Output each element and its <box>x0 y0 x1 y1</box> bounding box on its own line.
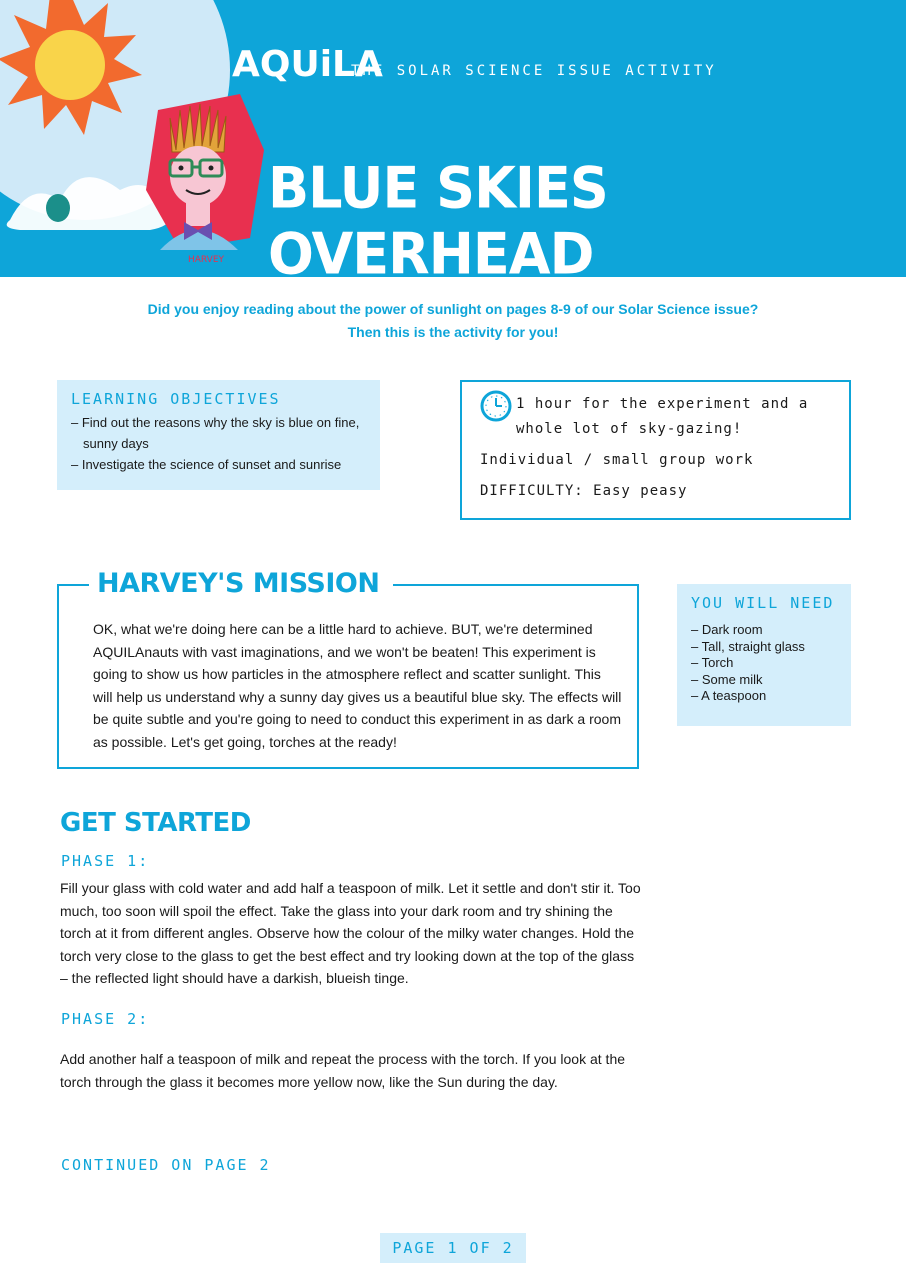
continued-note: CONTINUED ON PAGE 2 <box>61 1156 271 1174</box>
intro-text <box>0 298 906 344</box>
objectives-title: LEARNING OBJECTIVES <box>71 390 281 408</box>
phase-2-text: Add another half a teaspoon of milk and repeat the process with the torch. If you look at the torch through the glass it becomes more yellow now, like the Sun during the day. <box>60 1051 626 1090</box>
page-title: BLUE SKIES OVERHEAD <box>268 154 608 277</box>
duration-text: 1 hour for the experiment and a whole lot of sky-gazing! <box>516 396 809 437</box>
list-item: – Find out the reasons why the sky is blue on fine, sunny days <box>71 415 360 451</box>
need-list <box>691 622 837 705</box>
harvey-portrait <box>140 90 270 270</box>
group-text: Individual / small group work <box>480 452 754 468</box>
list-item: – Investigate the science of sunset and sunrise <box>71 457 342 472</box>
page-number: PAGE 1 OF 2 <box>380 1233 526 1263</box>
header-banner <box>0 0 906 277</box>
you-will-need-panel <box>677 584 851 726</box>
phase-2-label: PHASE 2: <box>61 1010 150 1028</box>
timing-panel <box>460 380 851 520</box>
mission-title: HARVEY'S MISSION <box>89 568 393 599</box>
objectives-list <box>71 412 366 475</box>
get-started-heading: GET STARTED <box>60 808 251 838</box>
duration-row <box>480 392 831 442</box>
difficulty-text: DIFFICULTY: Easy peasy <box>480 483 688 499</box>
portrait-caption: HARVEY <box>188 255 225 265</box>
clock-icon <box>480 390 512 422</box>
need-title: YOU WILL NEED <box>691 594 835 612</box>
intro-line-2: Then this is the activity for you! <box>347 324 559 340</box>
issue-line: THE SOLAR SCIENCE ISSUE ACTIVITY <box>351 63 717 79</box>
list-item: – Tall, straight glass <box>691 638 805 654</box>
learning-objectives-panel <box>57 380 380 490</box>
list-item: – Dark room <box>691 622 763 637</box>
brand-logo: AQUiLA <box>232 44 383 85</box>
mission-text: OK, what we're doing here can be a little hard to achieve. BUT, we're determined AQUILAnauts with vast imaginations, and we won't be beaten! This experiment is going to show us how particles in the atmosphere reflect and scatter sunlight. This will help us understand why a sunny day gives us a beautiful blue sky. The effects will be quite subtle and you're going to need to conduct this experiment in as dark a room as possible. Let's get going, torches at the ready! <box>93 621 622 750</box>
intro-line-1: Did you enjoy reading about the power of sunlight on pages 8-9 of our Solar Science issue? <box>147 301 759 317</box>
phase-1-label: PHASE 1: <box>61 852 150 870</box>
phase-1-text: Fill your glass with cold water and add half a teaspoon of milk. Let it settle and don't stir it. Too much, too soon will spoil the effect. Take the glass into your dark room and try shining the torch at it from different angles. Observe how the colour of the milky water changes. Hold the torch very close to the glass to get the best effect and try looking down at the top of the glass – the reflected light should have a darkish, blueish tinge. <box>60 880 641 986</box>
list-item: – Some milk <box>691 671 763 687</box>
list-item: – A teaspoon <box>691 688 767 703</box>
mission-panel <box>57 568 639 769</box>
list-item: – Torch <box>691 655 734 670</box>
